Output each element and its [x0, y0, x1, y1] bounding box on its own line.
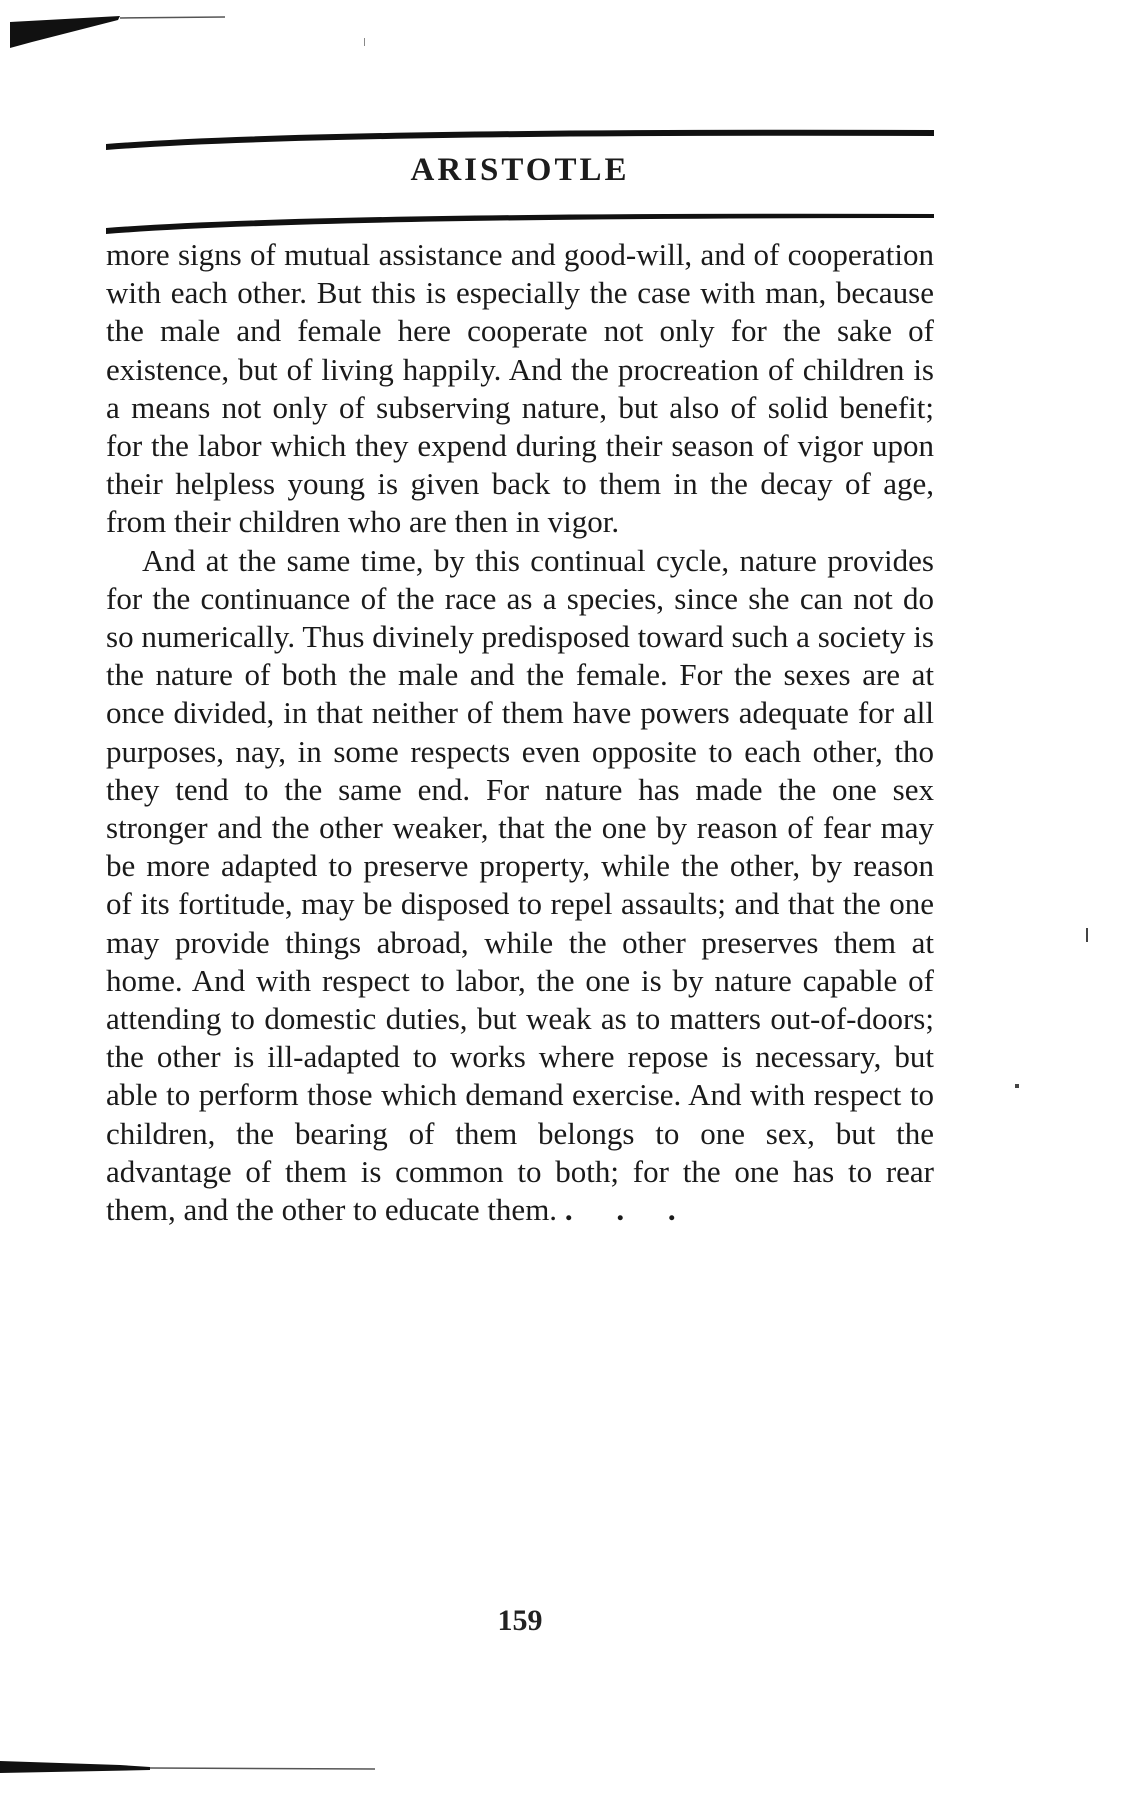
paragraph	[106, 542, 934, 1230]
header-rule-bottom	[106, 206, 934, 234]
paragraph: more signs of mutual assistance and good-will, and of cooperation with each other. But this is especially the case with man, because the male and female here cooperate not only for the sake of existence, but of living happily. And the procreation of children is a means not only of subserving nature, but also of solid benefit; for the labor which they expend during their season of vigor upon their helpless young is given back to them in the decay of age, from their children who are then in vigor.	[106, 237, 934, 540]
paragraph-text: And at the same time, by this continual cycle, nature provides for the continuance of the race as a species, since she can not do so numerically. Thus divinely predisposed toward such a society is the nature of both the male and the female. For the sexes are at once divided, in that neither of them have powers adequate for all purposes, nay, in some respects even opposite to each other, tho they tend to the same end. For nature has made the one sex stronger and the other weaker, that the one by reason of fear may be more adapted to preserve property, while the other, by reason of its fortitude, may be disposed to repel assaults; and that the one may provide things abroad, while the other preserves them at home. And with respect to labor, the one is by nature capable of attending to domestic duties, but weak as to matters out-of-doors; the other is ill-adapted to works where repose is necessary, but able to perform those which demand exercise. And with respect to children, the bearing of them belongs to one sex, but the advantage of them is common to both; for the one has to rear them, and the other to educate them.	[106, 542, 934, 1228]
scan-edge-mark-top	[10, 14, 230, 48]
header-rule-top	[106, 124, 934, 150]
scan-speck	[1086, 928, 1088, 942]
scan-edge-mark-bottom	[0, 1757, 380, 1777]
page-number: 159	[497, 1604, 543, 1637]
body-text	[106, 236, 934, 1229]
closing-ellipsis: . . .	[564, 1192, 694, 1228]
running-head-title: ARISTOTLE	[410, 152, 630, 188]
scan-speck	[364, 38, 365, 46]
scan-speck	[1015, 1084, 1019, 1088]
